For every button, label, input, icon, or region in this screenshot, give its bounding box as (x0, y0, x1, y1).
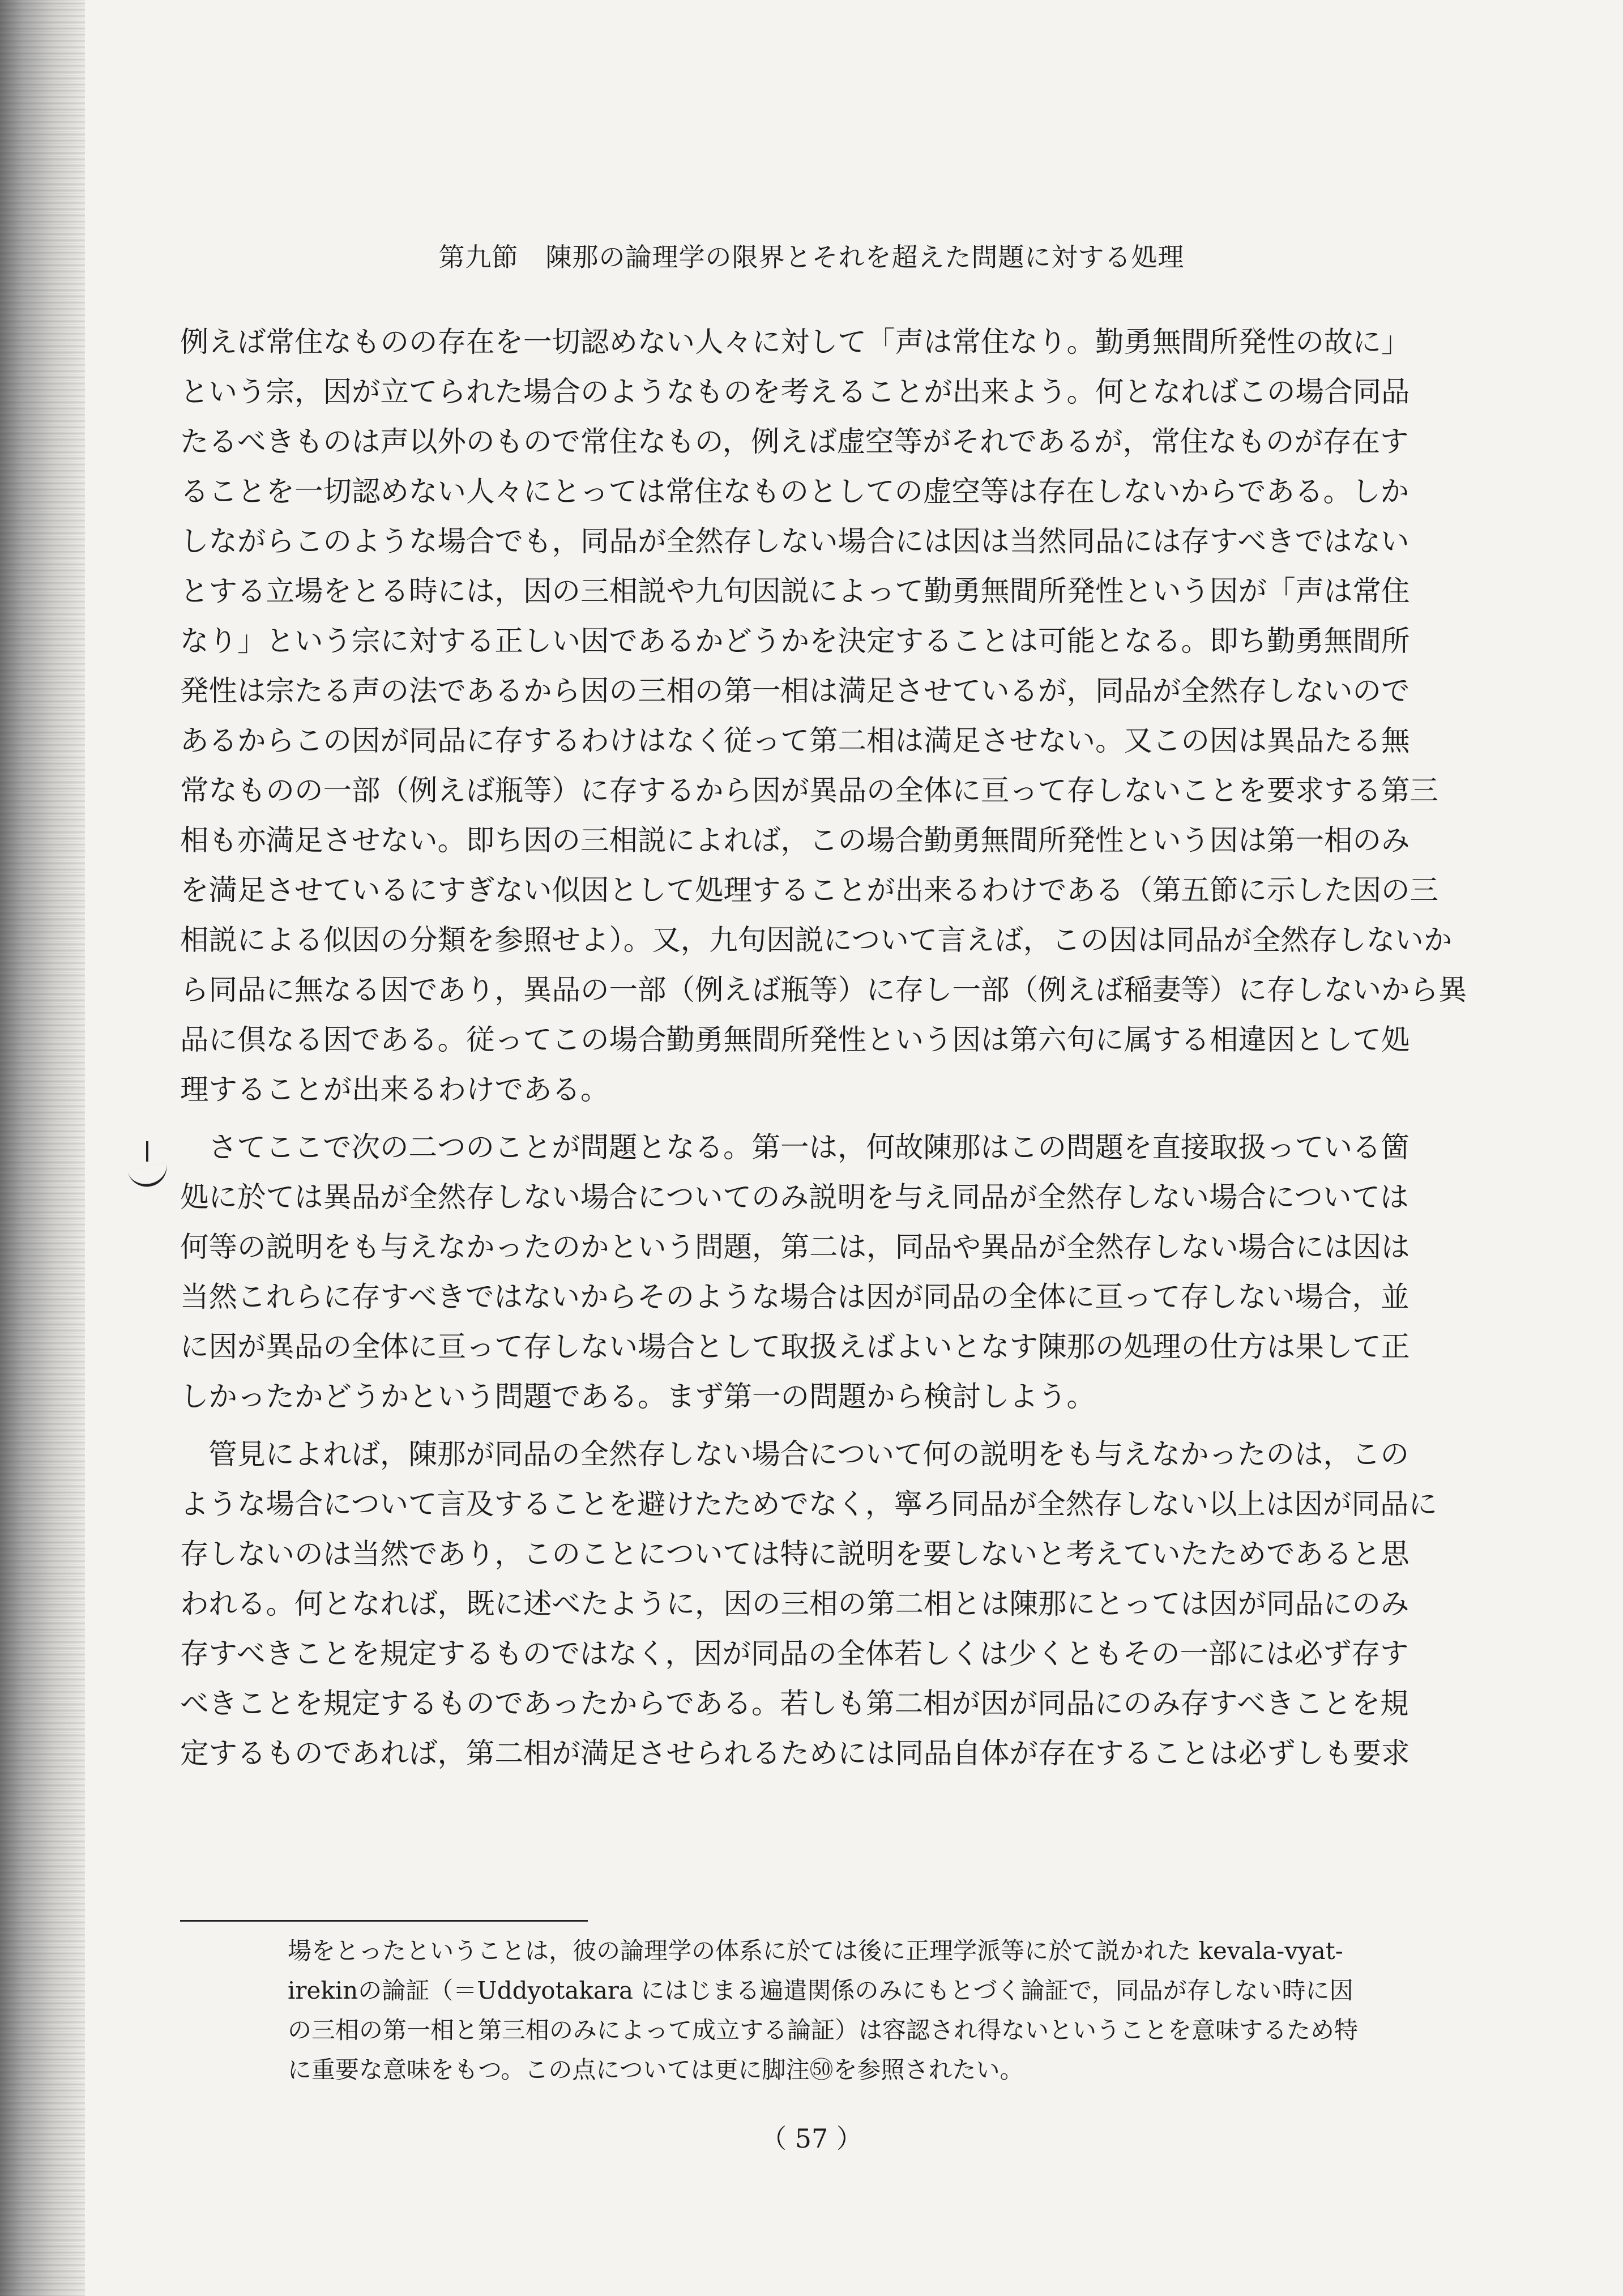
body-line: という宗，因が立てられた場合のようなものを考えることが出来よう。何となればこの場合同品 (180, 375, 1410, 408)
body-line: を満足させているにすぎない似因として処理することが出来るわけである（第五節に示した因の三 (180, 873, 1438, 907)
section-title (0, 237, 1623, 274)
paragraph-gap (180, 1422, 1428, 1429)
body-line: 管見によれば，陳那が同品の全然存しない場合について何の説明をも与えなかったのは，この (208, 1437, 1409, 1471)
margin-pen-stroke (127, 1163, 170, 1190)
body-text (180, 317, 1467, 1778)
footnote-line: に重要な意味をもつ。この点については更に脚注㊿を参照されたい。 (288, 2056, 1024, 2084)
body-line: ら同品に無なる因であり，異品の一部（例えば瓶等）に存し一部（例えば稲妻等）に存しないから異 (180, 973, 1467, 1006)
body-line: 発性は宗たる声の法であるから因の三相の第一相は満足させているが，同品が全然存しないので (180, 674, 1410, 707)
body-line: さてここで次の二つのことが問題となる。第一は，何故陳那はこの問題を直接取扱っている箇 (208, 1130, 1410, 1164)
body-line: われる。何となれば，既に述べたように，因の三相の第二相とは陳那にとっては因が同品にのみ (180, 1587, 1410, 1620)
body-line: 存しないのは当然であり，このことについては特に説明を要しないと考えていたためであると思 (180, 1537, 1410, 1571)
page-number: （ 57 ） (761, 2123, 862, 2154)
paragraph-gap (180, 1115, 1428, 1123)
body-line: 定するものであれば，第二相が満足させられるためには同品自体が存在することは必ずしも要求 (180, 1736, 1410, 1770)
body-line: 相も亦満足させない。即ち因の三相説によれば，この場合勤勇無間所発性という因は第一相のみ (180, 823, 1410, 857)
body-line: 相説による似因の分類を参照せよ）。又，九句因説について言えば，この因は同品が全然存しないか (180, 923, 1453, 957)
body-line: なり」という宗に対する正しい因であるかどうかを決定することは可能となる。即ち勤勇無間所 (180, 624, 1410, 658)
body-line: しながらこのような場合でも，同品が全然存しない場合には因は当然同品には存すべきではない (180, 524, 1410, 558)
scan-edge-shadow (0, 0, 85, 2296)
footnote-divider (180, 1920, 588, 1922)
footnote-line: 場をとったということは，彼の論理学の体系に於ては後に正理学派等に於て説かれた kevala-vyat- (288, 1937, 1343, 1965)
body-line: 処に於ては異品が全然存しない場合についてのみ説明を与え同品が全然存しない場合については (180, 1180, 1409, 1214)
body-line: べきことを規定するものであったからである。若しも第二相が因が同品にのみ存すべきことを規 (180, 1687, 1409, 1720)
body-line: とする立場をとる時には，因の三相説や九句因説によって勤勇無間所発性という因が「声は常住 (180, 574, 1410, 608)
body-line: 例えば常住なものの存在を一切認めない人々に対して「声は常住なり。勤勇無間所発性の故に」 (180, 325, 1410, 359)
margin-pen-mark (146, 1141, 148, 1162)
body-line: 理することが出来るわけである。 (180, 1073, 609, 1106)
body-line: に因が異品の全体に亘って存しない場合として取扱えばよいとなす陳那の処理の仕方は果して正 (180, 1330, 1410, 1363)
body-line: 品に倶なる因である。従ってこの場合勤勇無間所発性という因は第六句に属する相違因として処 (180, 1023, 1410, 1056)
section-number: 第九節 (438, 242, 519, 272)
body-line: あるからこの因が同品に存するわけはなく従って第二相は満足させない。又この因は異品たる無 (180, 724, 1410, 757)
body-line: 存すべきことを規定するものではなく，因が同品の全体若しくは少くともその一部には必ず存す (180, 1637, 1409, 1670)
section-heading: 陳那の論理学の限界とそれを超えた問題に対する処理 (545, 242, 1185, 272)
footnote (288, 1931, 1432, 2090)
body-line: たるべきものは声以外のもので常住なもの，例えば虚空等がそれであるが，常住なものが存在す (180, 425, 1409, 458)
body-line: ることを一切認めない人々にとっては常住なものとしての虚空等は存在しないからである。しか (180, 475, 1409, 508)
body-line: 何等の説明をも与えなかったのかという問題，第二は，同品や異品が全然存しない場合には因は (180, 1230, 1410, 1264)
footnote-line: irekinの論証（＝Uddyotakara にはじまる遍遣関係のみにもとづく論証で，同品が存しない時に因 (288, 1977, 1353, 2004)
body-line: 常なものの一部（例えば瓶等）に存するから因が異品の全体に亘って存しないことを要求する第三 (180, 774, 1438, 807)
body-line: しかったかどうかという問題である。まず第一の問題から検討しよう。 (180, 1380, 1095, 1413)
body-line: ような場合について言及することを避けたためでなく，寧ろ同品が全然存しない以上は因が同品に (180, 1487, 1437, 1521)
footnote-line: の三相の第一相と第三相のみによって成立する論証）は容認され得ないということを意味するため特 (288, 2016, 1359, 2044)
body-line: 当然これらに存すべきではないからそのような場合は因が同品の全体に亘って存しない場合，並 (180, 1280, 1410, 1313)
